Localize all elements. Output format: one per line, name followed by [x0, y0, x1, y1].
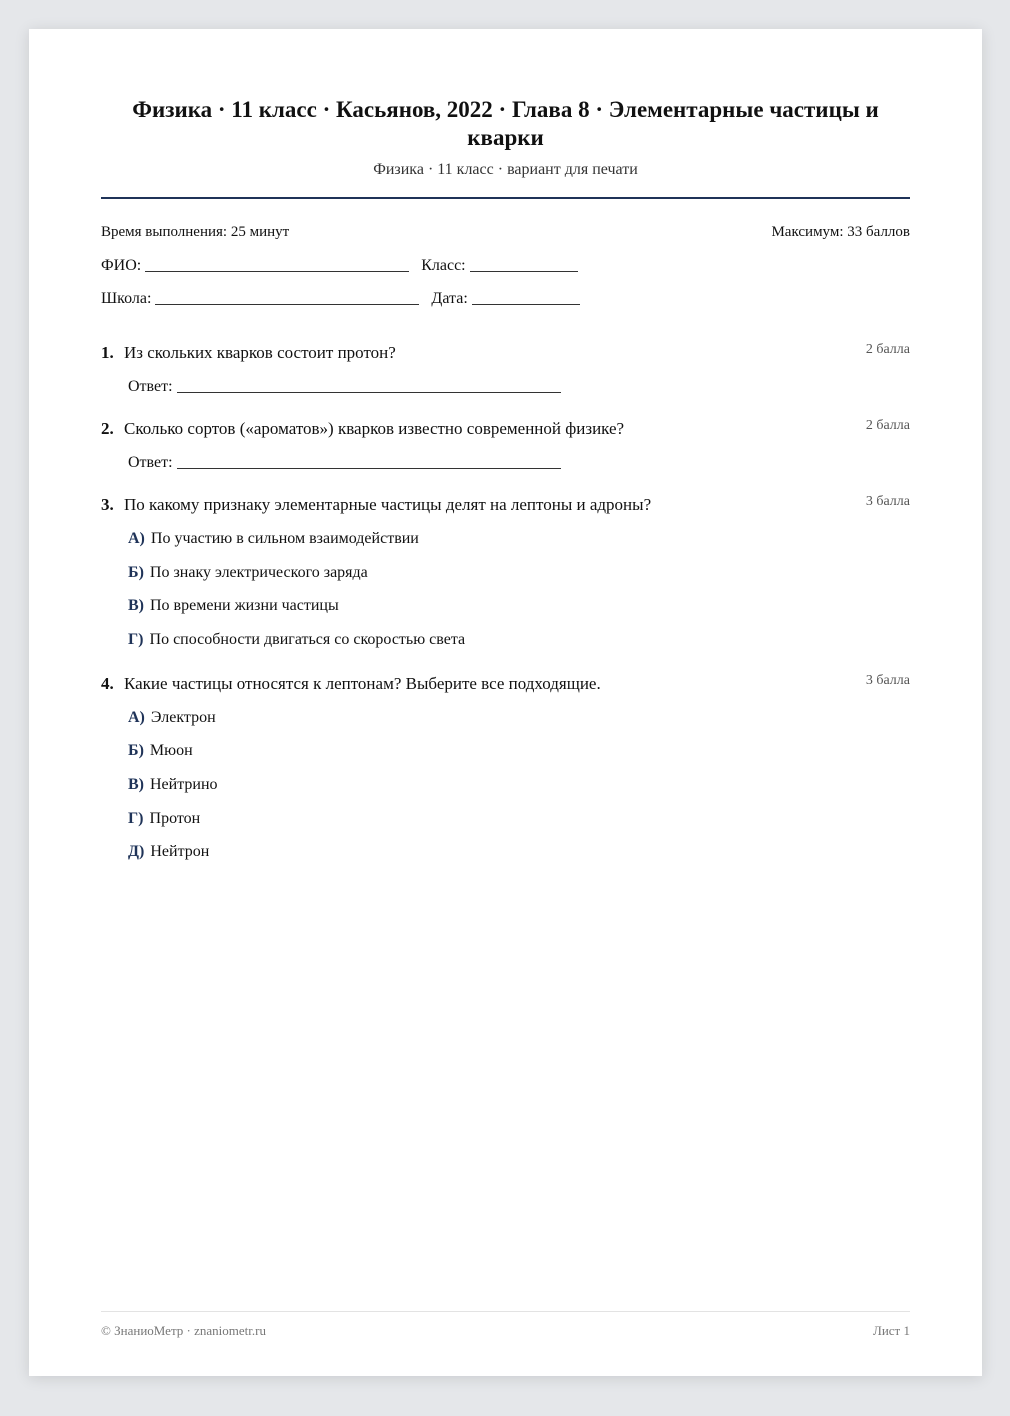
option-letter: В): [128, 597, 144, 615]
options-list: [101, 708, 910, 861]
option-text: По участию в сильном взаимодействии: [150, 530, 419, 547]
option-v[interactable]: [128, 775, 910, 794]
option-letter: А): [128, 530, 145, 547]
option-text: Протон: [149, 809, 201, 827]
option-g[interactable]: [128, 630, 910, 649]
answer-row: [128, 377, 910, 396]
page-subtitle: Физика · 11 класс · вариант для печати: [373, 161, 638, 178]
option-b[interactable]: [128, 563, 910, 582]
answer-blank[interactable]: [177, 467, 561, 469]
question-head: [101, 494, 910, 516]
question-3: [101, 494, 910, 649]
option-v[interactable]: [128, 596, 910, 615]
student-fields-row-2: [101, 289, 910, 308]
option-text: Нейтрон: [150, 843, 210, 861]
fio-blank[interactable]: [145, 270, 409, 272]
option-g[interactable]: [128, 809, 910, 828]
answer-blank[interactable]: [177, 391, 561, 393]
question-2: [101, 418, 910, 472]
option-letter: А): [128, 708, 145, 726]
question-number: 1.: [101, 343, 114, 362]
question-points: 3 балла: [865, 494, 910, 509]
option-b[interactable]: [128, 741, 910, 760]
question-head: [101, 673, 910, 695]
class-label: Класс:: [421, 257, 466, 274]
option-text: Мюон: [149, 742, 193, 760]
question-text: Какие частицы относятся к лептонам? Выберите все подходящие.: [124, 673, 601, 693]
option-letter: В): [128, 775, 144, 793]
school-label: Школа:: [101, 290, 152, 307]
option-letter: Б): [128, 563, 144, 581]
question-text: По какому признаку элементарные частицы делят на лептоны и адроны?: [124, 495, 652, 514]
option-letter: Д): [128, 843, 145, 861]
footer-copyright: © ЗнаниоМетр · znaniometr.ru: [101, 1323, 266, 1338]
student-fields-row-1: [101, 256, 910, 275]
option-a[interactable]: [128, 529, 910, 548]
answer-label: Ответ:: [128, 454, 173, 471]
option-text: По способности двигаться со скоростью света: [149, 630, 466, 648]
date-blank[interactable]: [472, 303, 580, 305]
answer-row: [128, 453, 910, 472]
question-text: Из скольких кварков состоит протон?: [124, 343, 396, 362]
question-4: [101, 673, 910, 861]
question-points: 2 балла: [865, 418, 910, 433]
option-letter: Г): [128, 809, 144, 827]
option-text: Электрон: [150, 708, 216, 726]
question-number: 2.: [101, 419, 114, 438]
worksheet-page: [29, 29, 982, 1376]
question-head: [101, 418, 910, 440]
fio-label: ФИО:: [101, 257, 142, 274]
date-label: Дата:: [431, 290, 468, 307]
page-number: Лист 1: [873, 1323, 910, 1338]
worksheet-content: [101, 29, 910, 1376]
class-blank[interactable]: [470, 270, 578, 272]
question-number: 3.: [101, 495, 114, 514]
question-text: Сколько сортов («ароматов») кварков известно современной физике?: [124, 419, 625, 438]
header-divider: [101, 197, 910, 199]
option-text: По времени жизни частицы: [150, 597, 339, 615]
option-d[interactable]: [128, 842, 910, 861]
question-head: [101, 342, 910, 364]
school-blank[interactable]: [155, 303, 419, 305]
option-text: По знаку электрического заряда: [149, 563, 368, 581]
max-score: Максимум: 33 баллов: [771, 224, 910, 240]
question-1: [101, 342, 910, 396]
option-a[interactable]: [128, 708, 910, 727]
answer-label: Ответ:: [128, 378, 173, 395]
meta-row: [101, 223, 910, 241]
question-points: 3 балла: [865, 672, 910, 688]
question-number: 4.: [101, 673, 114, 693]
option-letter: Г): [128, 630, 144, 648]
option-letter: Б): [128, 742, 144, 760]
page-footer: [101, 1311, 910, 1339]
option-text: Нейтрино: [150, 775, 218, 793]
time-limit: Время выполнения: 25 минут: [101, 224, 290, 240]
page-title: Физика · 11 класс · Касьянов, 2022 · Глава 8 · Элементарные частицы и кварки: [132, 97, 879, 150]
options-list: [101, 529, 910, 649]
question-points: 2 балла: [865, 342, 910, 357]
